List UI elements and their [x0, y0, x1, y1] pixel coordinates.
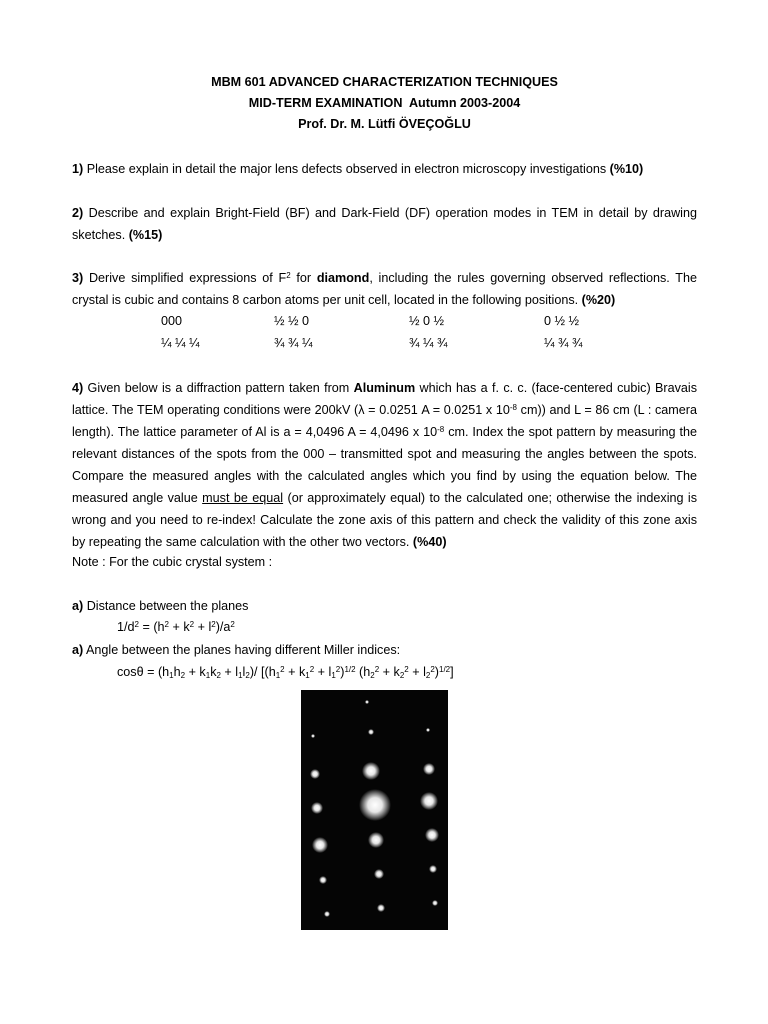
question-2-points: (%15): [128, 228, 163, 242]
diffraction-pattern-image: [301, 690, 448, 930]
position-cell: 0 ½ ½: [544, 314, 580, 328]
distance-formula: $1/d^2 = (h^2 + k^2 + l^2)/a^2$: [117, 620, 235, 634]
diffraction-spot: [420, 792, 438, 810]
question-4-underlined: must be equal: [202, 491, 284, 505]
exam-title: MID-TERM EXAMINATION Autumn 2003-2004: [248, 96, 521, 110]
question-4-text-2: which has a f. c. c. (face-centered cubic) Bravais lattice. The TEM operating conditions were 200kV (λ = 0.0251 A = 0.0251 x 10: [72, 381, 697, 417]
question-4-points: (%40): [412, 535, 447, 549]
diffraction-spot: [426, 728, 430, 732]
question-1-number: 1): [72, 162, 84, 176]
question-1: [72, 158, 697, 180]
question-4-text-4: cm. Index the spot pattern by measuring the relevant distances of the spots from the 000 – transmitted spot and measuring the angles between the spots. Compare the measured angles with the calculated angles which you find by using the equation below. The measured angle value: [72, 425, 697, 505]
question-1-points: (%10): [609, 162, 644, 176]
diffraction-spot: [374, 869, 384, 879]
diffraction-spot: [368, 729, 374, 735]
question-3-points: (%20): [581, 293, 616, 307]
question-3-text-c: , including the rules governing observed reflections. The crystal is cubic and contains 8 carbon atoms per unit cell, located in the following positions.: [72, 271, 697, 307]
item-a2-label: a): [72, 643, 84, 657]
diffraction-spot: [311, 802, 323, 814]
question-4-bold-word: Aluminum: [353, 381, 416, 395]
atom-positions: [161, 310, 657, 354]
diffraction-spot: [432, 900, 438, 906]
note-line: Note : For the cubic crystal system :: [72, 555, 273, 569]
professor-name: Prof. Dr. M. Lütfi ÖVEÇOĞLU: [298, 117, 471, 131]
question-4-number: 4): [72, 381, 84, 395]
question-4-text-5: (or approximately equal) to the calculated one; otherwise the indexing is wrong and you need to re-index! Calculate the zone axis of this pattern and check the validity of this zone axis by repeating the same calculation with the other two vectors.: [72, 491, 698, 549]
item-a2-text: Angle between the planes having different Miller indices:: [83, 643, 401, 657]
question-4-text-1: Given below is a diffraction pattern taken from: [83, 381, 354, 395]
position-cell: ¼ ¾ ¾: [544, 336, 583, 350]
item-a-distance: [72, 596, 248, 616]
superscript-2: 2: [286, 271, 291, 280]
diffraction-spot: [368, 832, 384, 848]
transmitted-spot-000: [359, 789, 391, 821]
question-2-number: 2): [72, 206, 84, 220]
diffraction-spot: [324, 911, 330, 917]
exponent-2: -8: [437, 425, 445, 434]
question-4-text-3: cm)) and L = 86 cm (L : camera length). The lattice parameter of Al is a = 4,0496 A = 4,0496 x 10: [72, 403, 697, 439]
question-4: [72, 377, 697, 553]
angle-formula: $\cos\theta = (h_1h_2 + k_1k_2 + l_1l_2)/$ [$(h_1^2 + k_1^2 + l_1^2)^{1/2}$ $(h_2^2 + k_2^2 + l_2^2)^{1/2}$]: [117, 665, 454, 680]
question-3: [72, 267, 697, 311]
position-cell: ¾ ¾ ¼: [274, 336, 313, 350]
diffraction-spot: [425, 828, 439, 842]
position-cell: ¾ ¼ ¾: [409, 336, 448, 350]
question-3-bold-word: diamond: [316, 271, 370, 285]
position-cell: ½ 0 ½: [409, 314, 445, 328]
diffraction-spot: [312, 837, 328, 853]
diffraction-pattern-svg: [301, 690, 448, 930]
question-3-text-a: Derive simplified expressions of F: [83, 271, 287, 285]
diffraction-spot: [365, 700, 369, 704]
position-cell: ½ ½ 0: [274, 314, 310, 328]
diffraction-spot: [377, 904, 385, 912]
positions-row-1: [161, 310, 657, 332]
item-a-angle: [72, 640, 400, 660]
question-1-text: Please explain in detail the major lens defects observed in electron microscopy investigations: [83, 162, 610, 176]
question-2: [72, 202, 697, 246]
diffraction-spot: [429, 865, 437, 873]
diffraction-spot: [423, 763, 435, 775]
item-a-label: a): [72, 599, 84, 613]
item-a-text: Distance between the planes: [83, 599, 249, 613]
position-cell: 000: [161, 314, 183, 328]
diffraction-spot: [310, 769, 320, 779]
position-cell: ¼ ¼ ¼: [161, 336, 200, 350]
course-title: MBM 601 ADVANCED CHARACTERIZATION TECHNIQUES: [211, 75, 558, 89]
positions-row-2: [161, 332, 657, 354]
diffraction-spot: [362, 762, 380, 780]
question-3-text-b: for: [290, 271, 317, 285]
question-3-number: 3): [72, 271, 84, 285]
exponent-1: -8: [509, 403, 517, 412]
exam-header: [72, 72, 697, 135]
diffraction-spot: [319, 876, 327, 884]
diffraction-spot: [311, 734, 315, 738]
question-2-text: Describe and explain Bright-Field (BF) and Dark-Field (DF) operation modes in TEM in detail by drawing sketches.: [72, 206, 697, 242]
